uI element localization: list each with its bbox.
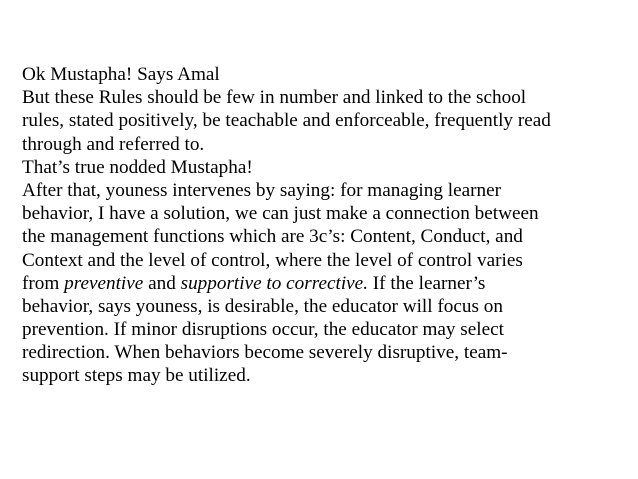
text-line-13: redirection. When behaviors become severely disruptive, team- [22, 342, 508, 364]
text-line-8: the management functions which are 3c’s: Content, Conduct, and [22, 226, 523, 248]
text-line-5: That’s true nodded Mustapha! [22, 156, 253, 178]
text-line-14: support steps may be utilized. [22, 365, 251, 387]
text-segment: and [143, 272, 181, 294]
body-text [22, 63, 622, 388]
text-line-9: Context and the level of control, where the level of control varies [22, 249, 523, 271]
text-line-12: prevention. If minor disruptions occur, the educator may select [22, 319, 504, 341]
text-line-1: Ok Mustapha! Says Amal [22, 64, 220, 85]
text-line-2: But these Rules should be few in number and linked to the school [22, 87, 527, 109]
text-line-7: behavior, I have a solution, we can just make a connection between [22, 203, 539, 225]
text-segment: If the learner’s [368, 272, 486, 294]
text-line-11: behavior, says youness, is desirable, the educator will focus on [22, 295, 503, 317]
text-line-4: through and referred to. [22, 133, 205, 155]
text-line-10 [22, 272, 622, 295]
text-line-3: rules, stated positively, be teachable and enforceable, frequently read [22, 110, 551, 132]
italic-term-preventive: preventive [64, 272, 144, 294]
text-line-6: After that, youness intervenes by saying: for managing learner [22, 179, 502, 201]
italic-term-supportive-corrective: supportive to corrective. [180, 272, 368, 294]
text-segment: from [22, 272, 65, 294]
